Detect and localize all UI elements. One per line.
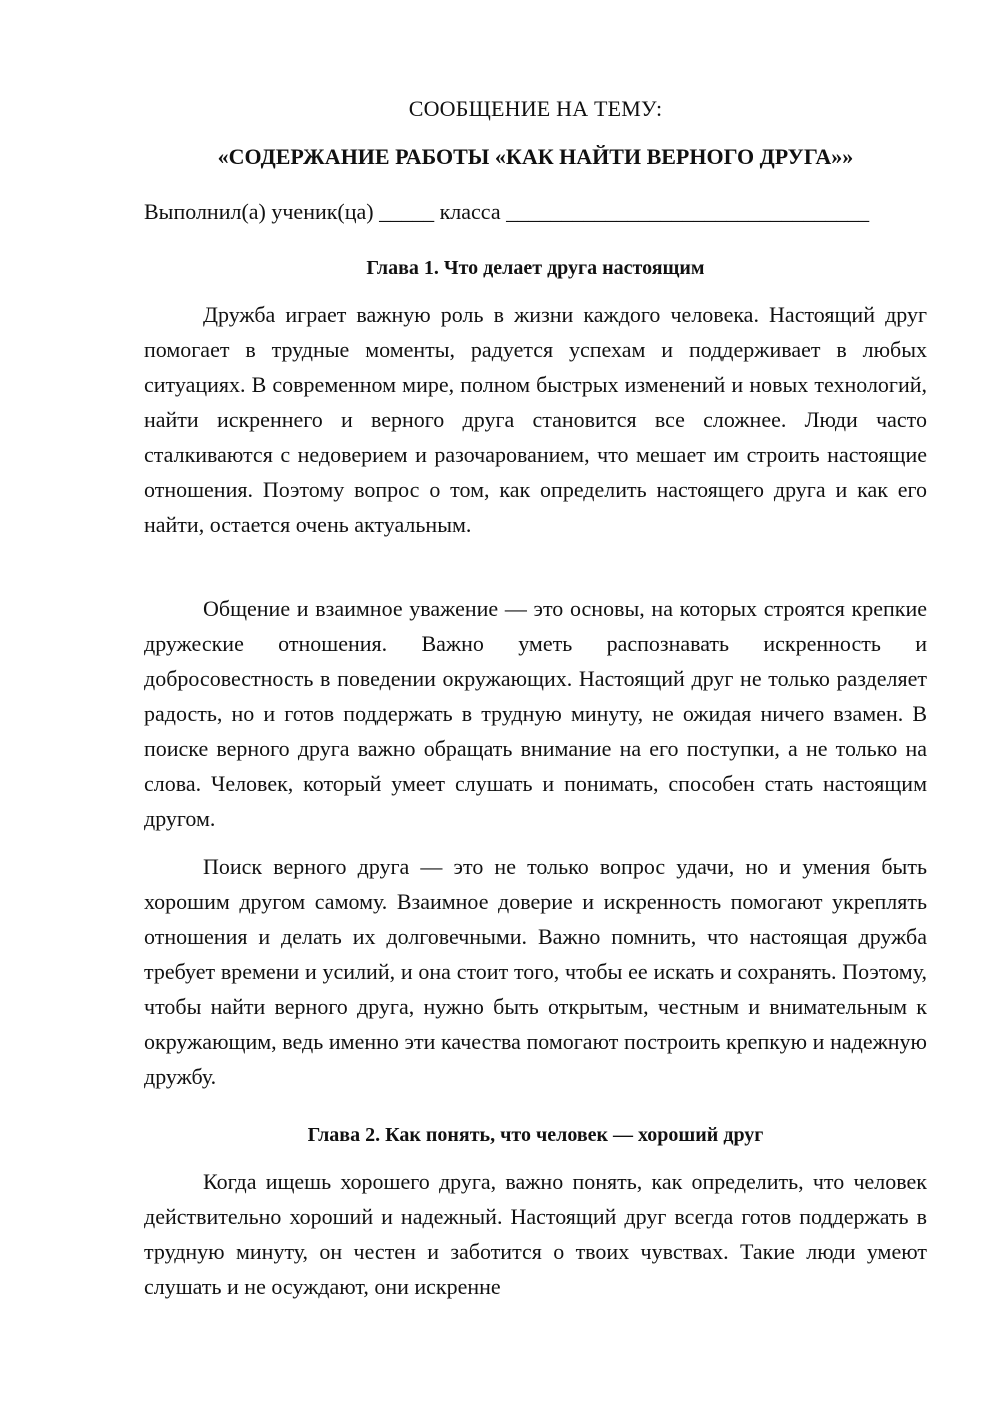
author-line: Выполнил(а) ученик(ца) _____ класса _________________________________ xyxy=(144,199,870,224)
chapter1-paragraph-3: Поиск верного друга — это не только вопрос удачи, но и умения быть хорошим другом самому. Взаимное доверие и искренность помогают укреплять отношения и делать их долговечными. Важно помнить, что настоящая дружба требует времени и усилий, и она стоит того, чтобы ее искать и сохранять. Поэтому, чтобы найти верного друга, нужно быть открытым, честным и внимательным к окружающим, ведь именно эти качества помогают построить крепкую и надежную дружбу. xyxy=(144,854,927,1089)
chapter1-paragraph-2: Общение и взаимное уважение — это основы, на которых строятся крепкие дружеские отношения. Важно уметь распознавать искренность и добросовестность в поведении окружающих. Настоящий друг не только разделяет радость, но и готов поддержать в трудную минуту, не ожидая ничего взамен. В поиске верного друга важно обращать внимание на его поступки, а не только на слова. Человек, который умеет слушать и понимать, способен стать настоящим другом. xyxy=(144,596,927,831)
document-title-line1: СООБЩЕНИЕ НА ТЕМУ: xyxy=(408,96,663,121)
document-title-line2: «СОДЕРЖАНИЕ РАБОТЫ «КАК НАЙТИ ВЕРНОГО ДРУГА»» xyxy=(217,144,854,169)
chapter1-paragraph-1: Дружба играет важную роль в жизни каждого человека. Настоящий друг помогает в трудные моменты, радуется успехам и поддерживает в любых ситуациях. В современном мире, полном быстрых изменений и новых технологий, найти искреннего и верного друга становится все сложнее. Люди часто сталкиваются с недоверием и разочарованием, что мешает им строить настоящие отношения. Поэтому вопрос о том, как определить настоящего друга и как его найти, остается очень актуальным. xyxy=(144,302,927,537)
chapter2-heading: Глава 2. Как понять, что человек — хороший друг xyxy=(307,1124,764,1146)
chapter2-paragraph-1: Когда ищешь хорошего друга, важно понять, как определить, что человек действительно хороший и надежный. Настоящий друг всегда готов поддержать в трудную минуту, он честен и заботится о твоих чувствах. Такие люди умеют слушать и не осуждают, они искренне xyxy=(144,1169,927,1299)
chapter1-heading: Глава 1. Что делает друга настоящим xyxy=(366,257,705,279)
